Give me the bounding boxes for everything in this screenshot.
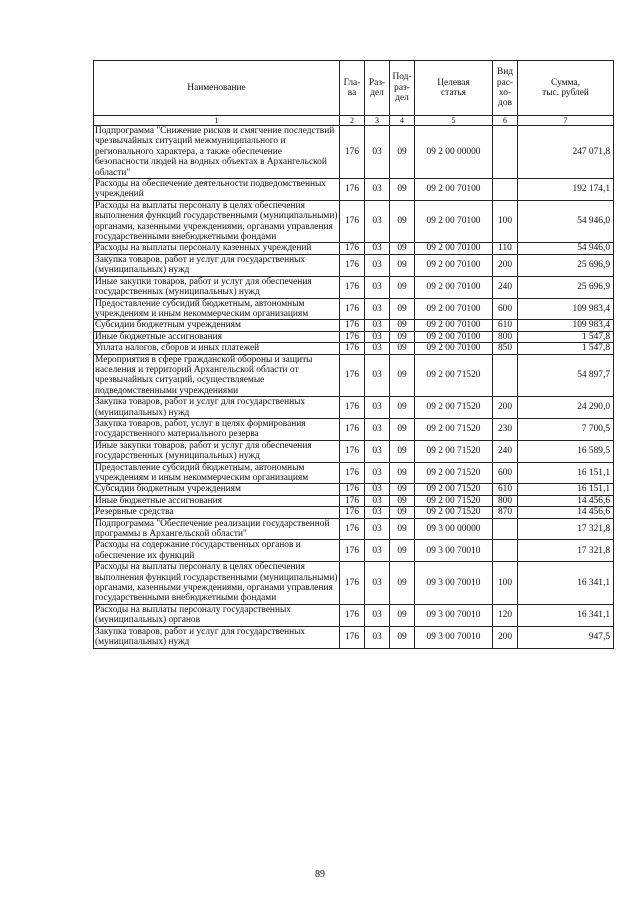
cell-subsection: 09: [390, 179, 415, 201]
cell-section: 03: [365, 179, 390, 201]
cell-subsection: 09: [390, 562, 415, 605]
cell-sum: 16 341,1: [518, 604, 614, 626]
cell-expense-type: 600: [493, 298, 518, 320]
cell-section: 03: [365, 331, 390, 342]
cell-target-item: 09 2 00 71520: [415, 462, 493, 484]
cell-target-item: 09 2 00 71520: [415, 484, 493, 495]
table-body: [94, 126, 614, 649]
cell-section: 03: [365, 200, 390, 243]
cell-expense-type: 610: [493, 484, 518, 495]
cell-name: Уплата налогов, сборов и иных платежей: [94, 343, 340, 354]
cell-section: 03: [365, 276, 390, 298]
cell-target-item: 09 2 00 71520: [415, 397, 493, 419]
column-number: 5: [415, 116, 493, 126]
cell-target-item: 09 2 00 70100: [415, 298, 493, 320]
cell-target-item: 09 2 00 70100: [415, 276, 493, 298]
cell-target-item: 09 2 00 70100: [415, 320, 493, 331]
cell-chapter: 176: [340, 276, 365, 298]
cell-name: Расходы на выплаты персоналу в целях обеспечения выполнения функций государственными (муниципальными) органами, казенными учреждениями, органами управления государственными внебюджетными фондами: [94, 200, 340, 243]
cell-sum: 16 589,5: [518, 440, 614, 462]
table-row: [94, 440, 614, 462]
cell-sum: 14 456,6: [518, 507, 614, 518]
cell-chapter: 176: [340, 518, 365, 540]
cell-expense-type: 110: [493, 243, 518, 254]
cell-target-item: 09 3 00 70010: [415, 626, 493, 648]
cell-expense-type: 200: [493, 626, 518, 648]
cell-chapter: 176: [340, 562, 365, 605]
cell-name: Расходы на выплаты персоналу в целях обеспечения выполнения функций государственными (муниципальными) органами, казенными учреждениями, органами управления государственными внебюджетными фондами: [94, 562, 340, 605]
cell-subsection: 09: [390, 484, 415, 495]
cell-name: Иные закупки товаров, работ и услуг для обеспечения государственных (муниципальных) нужд: [94, 276, 340, 298]
column-number: 3: [365, 116, 390, 126]
table-row: [94, 495, 614, 506]
cell-name: Предоставление субсидий бюджетным, автономным учреждениям и иным некоммерческим организациям: [94, 298, 340, 320]
cell-sum: 25 696,9: [518, 276, 614, 298]
header-expense-type: Вид рас- хо- дов: [493, 61, 518, 116]
cell-name: Закупка товаров, работ и услуг для государственных (муниципальных) нужд: [94, 397, 340, 419]
cell-expense-type: 800: [493, 331, 518, 342]
cell-section: 03: [365, 518, 390, 540]
column-number: 2: [340, 116, 365, 126]
cell-target-item: 09 3 00 70010: [415, 604, 493, 626]
cell-sum: 54 946,0: [518, 243, 614, 254]
cell-name: Резервные средства: [94, 507, 340, 518]
cell-subsection: 09: [390, 462, 415, 484]
cell-expense-type: 100: [493, 562, 518, 605]
cell-section: 03: [365, 243, 390, 254]
cell-name: Закупка товаров, работ и услуг для государственных (муниципальных) нужд: [94, 626, 340, 648]
cell-sum: 109 983,4: [518, 298, 614, 320]
cell-sum: 247 071,8: [518, 126, 614, 179]
table-row: [94, 518, 614, 540]
cell-chapter: 176: [340, 320, 365, 331]
table-row: [94, 418, 614, 440]
cell-section: 03: [365, 495, 390, 506]
cell-name: Закупка товаров, работ, услуг в целях формирования государственного материального резерва: [94, 418, 340, 440]
cell-name: Расходы на выплаты персоналу казенных учреждений: [94, 243, 340, 254]
cell-section: 03: [365, 298, 390, 320]
cell-sum: 1 547,8: [518, 331, 614, 342]
cell-sum: 54 946,0: [518, 200, 614, 243]
cell-sum: 17 321,8: [518, 540, 614, 562]
cell-sum: 192 174,1: [518, 179, 614, 201]
cell-subsection: 09: [390, 320, 415, 331]
cell-sum: 109 983,4: [518, 320, 614, 331]
cell-name: Расходы на выплаты персоналу государственных (муниципальных) органов: [94, 604, 340, 626]
cell-expense-type: 240: [493, 276, 518, 298]
table-row: [94, 343, 614, 354]
cell-subsection: 09: [390, 604, 415, 626]
cell-name: Иные бюджетные ассигнования: [94, 331, 340, 342]
cell-sum: 16 151,1: [518, 484, 614, 495]
cell-expense-type: [493, 540, 518, 562]
cell-sum: 25 696,9: [518, 254, 614, 276]
cell-subsection: 09: [390, 418, 415, 440]
cell-sum: 17 321,8: [518, 518, 614, 540]
table-row: [94, 540, 614, 562]
cell-subsection: 09: [390, 495, 415, 506]
cell-section: 03: [365, 540, 390, 562]
cell-subsection: 09: [390, 276, 415, 298]
table-row: [94, 126, 614, 179]
cell-name: Расходы на содержание государственных органов и обеспечение их функций: [94, 540, 340, 562]
column-numbers-row: [94, 116, 614, 126]
table-row: [94, 254, 614, 276]
table-row: [94, 354, 614, 397]
cell-name: Подпрограмма "Обеспечение реализации государственной программы в Архангельской области": [94, 518, 340, 540]
cell-name: Субсидии бюджетным учреждениям: [94, 484, 340, 495]
cell-chapter: 176: [340, 243, 365, 254]
cell-chapter: 176: [340, 179, 365, 201]
table-row: [94, 626, 614, 648]
cell-expense-type: 600: [493, 462, 518, 484]
cell-target-item: 09 2 00 71520: [415, 440, 493, 462]
cell-subsection: 09: [390, 397, 415, 419]
document-page: [93, 60, 613, 649]
cell-subsection: 09: [390, 507, 415, 518]
cell-subsection: 09: [390, 540, 415, 562]
cell-expense-type: 800: [493, 495, 518, 506]
cell-subsection: 09: [390, 126, 415, 179]
table-row: [94, 243, 614, 254]
cell-chapter: 176: [340, 397, 365, 419]
cell-chapter: 176: [340, 298, 365, 320]
cell-section: 03: [365, 343, 390, 354]
cell-expense-type: 850: [493, 343, 518, 354]
cell-target-item: 09 2 00 71520: [415, 354, 493, 397]
budget-table: [93, 60, 614, 649]
cell-target-item: 09 3 00 70010: [415, 562, 493, 605]
cell-target-item: 09 3 00 00000: [415, 518, 493, 540]
cell-subsection: 09: [390, 200, 415, 243]
cell-target-item: 09 2 00 70100: [415, 243, 493, 254]
cell-target-item: 09 2 00 71520: [415, 507, 493, 518]
cell-expense-type: 870: [493, 507, 518, 518]
cell-section: 03: [365, 126, 390, 179]
cell-chapter: 176: [340, 495, 365, 506]
cell-section: 03: [365, 484, 390, 495]
cell-subsection: 09: [390, 354, 415, 397]
cell-name: Иные бюджетные ассигнования: [94, 495, 340, 506]
cell-target-item: 09 3 00 70010: [415, 540, 493, 562]
header-row: [94, 61, 614, 116]
cell-subsection: 09: [390, 440, 415, 462]
cell-expense-type: 200: [493, 397, 518, 419]
cell-sum: 14 456,6: [518, 495, 614, 506]
cell-expense-type: 100: [493, 200, 518, 243]
cell-target-item: 09 2 00 00000: [415, 126, 493, 179]
cell-sum: 54 897,7: [518, 354, 614, 397]
cell-target-item: 09 2 00 70100: [415, 331, 493, 342]
page-number: 89: [315, 869, 325, 880]
cell-sum: 947,5: [518, 626, 614, 648]
cell-name: Подпрограмма "Снижение рисков и смягчение последствий чрезвычайных ситуаций межмуниципального и регионального характера, а также обеспечение безопасности людей на водных объектах в Архангельской области": [94, 126, 340, 179]
cell-chapter: 176: [340, 343, 365, 354]
cell-chapter: 176: [340, 418, 365, 440]
cell-expense-type: 230: [493, 418, 518, 440]
cell-target-item: 09 2 00 70100: [415, 343, 493, 354]
header-target-item: Целевая статья: [415, 61, 493, 116]
cell-section: 03: [365, 397, 390, 419]
table-row: [94, 320, 614, 331]
cell-sum: 24 290,0: [518, 397, 614, 419]
cell-name: Расходы на обеспечение деятельности подведомственных учреждений: [94, 179, 340, 201]
cell-subsection: 09: [390, 343, 415, 354]
cell-target-item: 09 2 00 70100: [415, 200, 493, 243]
column-number: 6: [493, 116, 518, 126]
cell-subsection: 09: [390, 626, 415, 648]
table-row: [94, 331, 614, 342]
cell-name: Субсидии бюджетным учреждениям: [94, 320, 340, 331]
table-row: [94, 397, 614, 419]
cell-chapter: 176: [340, 440, 365, 462]
cell-chapter: 176: [340, 484, 365, 495]
table-row: [94, 179, 614, 201]
cell-sum: 7 700,5: [518, 418, 614, 440]
table-row: [94, 604, 614, 626]
cell-section: 03: [365, 254, 390, 276]
cell-section: 03: [365, 462, 390, 484]
cell-section: 03: [365, 440, 390, 462]
cell-section: 03: [365, 562, 390, 605]
cell-section: 03: [365, 507, 390, 518]
cell-sum: 1 547,8: [518, 343, 614, 354]
cell-section: 03: [365, 626, 390, 648]
cell-subsection: 09: [390, 243, 415, 254]
column-number: 4: [390, 116, 415, 126]
cell-target-item: 09 2 00 70100: [415, 179, 493, 201]
cell-sum: 16 341,1: [518, 562, 614, 605]
table-row: [94, 484, 614, 495]
cell-expense-type: [493, 126, 518, 179]
cell-name: Предоставление субсидий бюджетным, автономным учреждениям и иным некоммерческим организациям: [94, 462, 340, 484]
cell-expense-type: 240: [493, 440, 518, 462]
cell-chapter: 176: [340, 604, 365, 626]
cell-chapter: 176: [340, 254, 365, 276]
cell-section: 03: [365, 604, 390, 626]
table-row: [94, 298, 614, 320]
cell-chapter: 176: [340, 507, 365, 518]
cell-chapter: 176: [340, 540, 365, 562]
table-row: [94, 562, 614, 605]
cell-target-item: 09 2 00 70100: [415, 254, 493, 276]
cell-name: Иные закупки товаров, работ и услуг для обеспечения государственных (муниципальных) нужд: [94, 440, 340, 462]
cell-subsection: 09: [390, 518, 415, 540]
cell-expense-type: 610: [493, 320, 518, 331]
table-row: [94, 276, 614, 298]
cell-expense-type: 200: [493, 254, 518, 276]
cell-name: Закупка товаров, работ и услуг для государственных (муниципальных) нужд: [94, 254, 340, 276]
column-number: 1: [94, 116, 340, 126]
table-row: [94, 462, 614, 484]
cell-chapter: 176: [340, 354, 365, 397]
cell-name: Мероприятия в сфере гражданской обороны и защиты населения и территорий Архангельской области от чрезвычайных ситуаций, осуществляемые подведомственными учреждениями: [94, 354, 340, 397]
cell-target-item: 09 2 00 71520: [415, 418, 493, 440]
cell-section: 03: [365, 354, 390, 397]
cell-expense-type: [493, 518, 518, 540]
cell-chapter: 176: [340, 200, 365, 243]
header-name: Наименование: [94, 61, 340, 116]
header-section: Раз- дел: [365, 61, 390, 116]
cell-chapter: 176: [340, 626, 365, 648]
cell-chapter: 176: [340, 126, 365, 179]
cell-chapter: 176: [340, 462, 365, 484]
table-row: [94, 200, 614, 243]
cell-chapter: 176: [340, 331, 365, 342]
cell-expense-type: [493, 179, 518, 201]
cell-subsection: 09: [390, 254, 415, 276]
cell-subsection: 09: [390, 331, 415, 342]
column-number: 7: [518, 116, 614, 126]
cell-expense-type: 120: [493, 604, 518, 626]
cell-sum: 16 151,1: [518, 462, 614, 484]
cell-expense-type: [493, 354, 518, 397]
cell-subsection: 09: [390, 298, 415, 320]
table-row: [94, 507, 614, 518]
cell-section: 03: [365, 320, 390, 331]
header-chapter: Гла- ва: [340, 61, 365, 116]
cell-section: 03: [365, 418, 390, 440]
header-sum: Сумма, тыс. рублей: [518, 61, 614, 116]
cell-target-item: 09 2 00 71520: [415, 495, 493, 506]
header-subsection: Под- раз- дел: [390, 61, 415, 116]
